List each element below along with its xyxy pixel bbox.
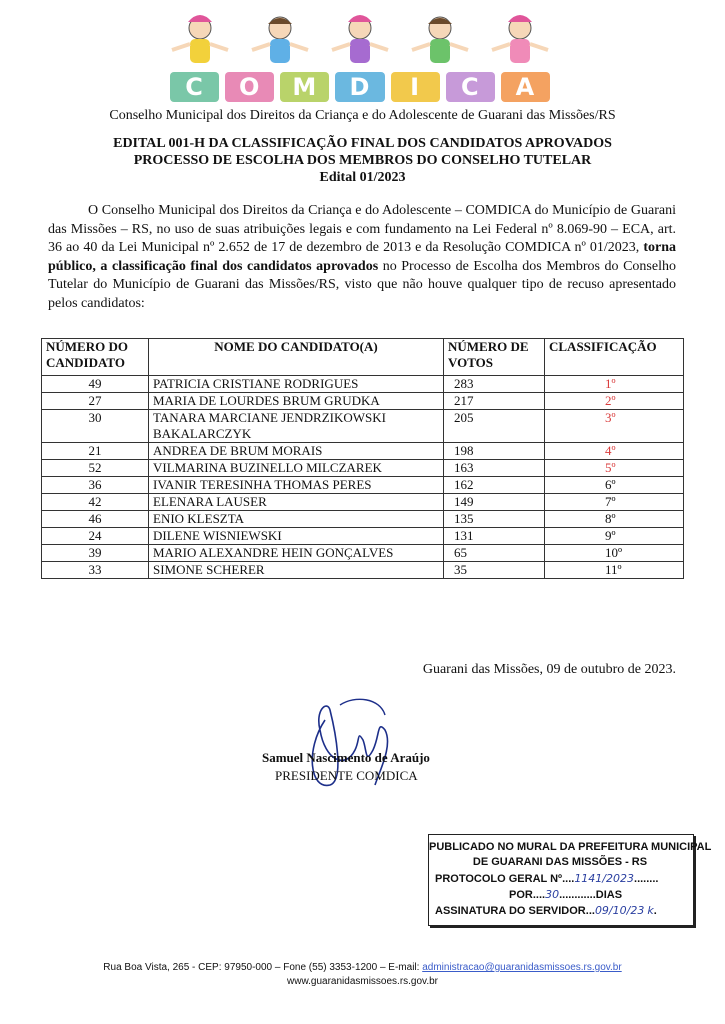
stamp-dias-label: DIAS: [595, 889, 623, 901]
results-body: [42, 376, 684, 579]
logo-letter: C: [170, 72, 219, 102]
signatory-role: PRESIDENTE COMDICA: [275, 768, 418, 783]
logo-letter: O: [225, 72, 274, 102]
table-header-row: [42, 339, 684, 376]
stamp-assinatura-value: 09/10/23: [594, 904, 645, 917]
candidate-name-cell: ELENARA LAUSER: [149, 494, 444, 511]
classification-cell: 2º: [545, 393, 684, 410]
stamp-period: POR....30............DIAS: [509, 888, 623, 901]
logo-wordmark: [170, 72, 550, 108]
logo-letter: D: [335, 72, 384, 102]
child-figure-green: [412, 17, 468, 63]
table-row: [42, 393, 684, 410]
votes-cell: 283: [444, 376, 545, 393]
edital-subtitle: PROCESSO DE ESCOLHA DOS MEMBROS DO CONSELHO TUTELAR: [133, 153, 592, 168]
candidate-number-cell: 46: [42, 511, 149, 528]
intro-text-bold: torna público, a classificação final dos candidatos aprovados: [48, 240, 676, 274]
edital-title: EDITAL 001-H DA CLASSIFICAÇÃO FINAL DOS CANDIDATOS APROVADOS: [113, 136, 612, 151]
votes-cell: 217: [444, 393, 545, 410]
table-row: [42, 376, 684, 393]
stamp-protocol: PROTOCOLO GERAL Nº....1141/2023........: [435, 872, 659, 885]
stamp-por-value: 30: [545, 888, 560, 901]
candidate-number-cell: 42: [42, 494, 149, 511]
logo-letter: M: [280, 72, 329, 102]
footer-email-link[interactable]: administracao@guaranidasmissoes.rs.gov.br: [422, 962, 622, 973]
table-row: [42, 511, 684, 528]
footer-address-text: Rua Boa Vista, 265 - CEP: 97950-000 – Fone (55) 3353-1200 – E-mail:: [103, 962, 423, 973]
intro-text-part1: O Conselho Municipal dos Direitos da Criança e do Adolescente – COMDICA do Município de Guarani das Missões – RS, no uso de suas atribuições legais e com fundamento na Lei Federal nº 8.069-90 – ECA, art. 36 ao 40 da Lei Municipal nº 2.652 de 17 de dezembro de 2013 e da Resolução COMDICA nº 01/2023,: [48, 203, 676, 255]
header-candidate-name: NOME DO CANDIDATO(A): [149, 339, 444, 376]
candidate-number-cell: 24: [42, 528, 149, 545]
stamp-protocol-value: 1141/2023: [574, 872, 635, 885]
signatory-name: Samuel Nascimento de Araújo: [262, 750, 430, 765]
stamp-por-label: POR: [509, 889, 533, 901]
candidate-name-cell: VILMARINA BUZINELLO MILCZAREK: [149, 460, 444, 477]
candidate-number-cell: 21: [42, 443, 149, 460]
classification-cell: 9º: [545, 528, 684, 545]
logo-letter: A: [501, 72, 550, 102]
table-row: [42, 460, 684, 477]
candidate-name-cell: MARIA DE LOURDES BRUM GRUDKA: [149, 393, 444, 410]
votes-cell: 135: [444, 511, 545, 528]
table-row: [42, 443, 684, 460]
candidate-name-cell: DILENE WISNIEWSKI: [149, 528, 444, 545]
header-classification: CLASSIFICAÇÃO: [545, 339, 684, 376]
table-row: [42, 562, 684, 579]
candidate-number-cell: 52: [42, 460, 149, 477]
table-row: [42, 477, 684, 494]
votes-cell: 162: [444, 477, 545, 494]
child-figure-pink: [492, 15, 548, 63]
date-line: Guarani das Missões, 09 de outubro de 2023.: [422, 662, 676, 677]
results-table: [41, 338, 684, 579]
votes-cell: 198: [444, 443, 545, 460]
header-votes: NÚMERO DE VOTOS: [444, 339, 545, 376]
child-figure-yellow: [172, 15, 228, 63]
candidate-number-cell: 39: [42, 545, 149, 562]
votes-cell: 163: [444, 460, 545, 477]
candidate-number-cell: 30: [42, 410, 149, 443]
footer-website[interactable]: www.guaranidasmissoes.rs.gov.br: [287, 976, 438, 987]
candidate-name-cell: IVANIR TERESINHA THOMAS PERES: [149, 477, 444, 494]
intro-text-part2: no Processo de Escolha dos Membros do Conselho Tutelar do Município de Guarani das Missões/RS, visto que não houve qualquer tipo de recuso apresentado pelos candidatos:: [48, 258, 676, 311]
footer-address: [0, 962, 725, 973]
candidate-number-cell: 33: [42, 562, 149, 579]
classification-cell: 8º: [545, 511, 684, 528]
intro-paragraph: [48, 202, 676, 313]
stamp-line-published: PUBLICADO NO MURAL DA PREFEITURA MUNICIPAL: [429, 841, 712, 853]
classification-cell: 5º: [545, 460, 684, 477]
classification-cell: 11º: [545, 562, 684, 579]
votes-cell: 65: [444, 545, 545, 562]
child-figure-blue: [252, 17, 308, 63]
table-row: [42, 545, 684, 562]
candidate-number-cell: 36: [42, 477, 149, 494]
candidate-number-cell: 27: [42, 393, 149, 410]
table-row: [42, 494, 684, 511]
classification-cell: 10º: [545, 545, 684, 562]
votes-cell: 149: [444, 494, 545, 511]
candidate-name-cell: ANDREA DE BRUM MORAIS: [149, 443, 444, 460]
logo-letter: I: [391, 72, 440, 102]
candidate-name-cell: PATRICIA CRISTIANE RODRIGUES: [149, 376, 444, 393]
logo-children-illustration: [160, 12, 560, 74]
council-name: Conselho Municipal dos Direitos da Criança e do Adolescente de Guarani das Missões/RS: [109, 108, 616, 123]
table-row: [42, 528, 684, 545]
candidate-name-cell: SIMONE SCHERER: [149, 562, 444, 579]
stamp-assinatura-label: ASSINATURA DO SERVIDOR: [435, 905, 586, 917]
stamp-signature: ASSINATURA DO SERVIDOR...09/10/23 k.: [435, 904, 657, 917]
classification-cell: 6º: [545, 477, 684, 494]
candidate-name-cell: ENIO KLESZTA: [149, 511, 444, 528]
table-row: [42, 410, 684, 443]
candidate-name-cell: MARIO ALEXANDRE HEIN GONÇALVES: [149, 545, 444, 562]
classification-cell: 1º: [545, 376, 684, 393]
publication-stamp: [428, 834, 712, 926]
classification-cell: 4º: [545, 443, 684, 460]
logo-letter: C: [446, 72, 495, 102]
edital-number: Edital 01/2023: [319, 170, 406, 185]
votes-cell: 205: [444, 410, 545, 443]
child-figure-purple: [332, 15, 388, 63]
stamp-line-municipality: DE GUARANI DAS MISSÕES - RS: [472, 856, 648, 868]
votes-cell: 131: [444, 528, 545, 545]
votes-cell: 35: [444, 562, 545, 579]
candidate-number-cell: 49: [42, 376, 149, 393]
stamp-protocol-label: PROTOCOLO GERAL Nº: [435, 873, 563, 885]
candidate-name-cell: TANARA MARCIANE JENDRZIKOWSKI BAKALARCZYK: [149, 410, 444, 443]
header-candidate-number: NÚMERO DO CANDIDATO: [42, 339, 149, 376]
classification-cell: 3º: [545, 410, 684, 443]
classification-cell: 7º: [545, 494, 684, 511]
